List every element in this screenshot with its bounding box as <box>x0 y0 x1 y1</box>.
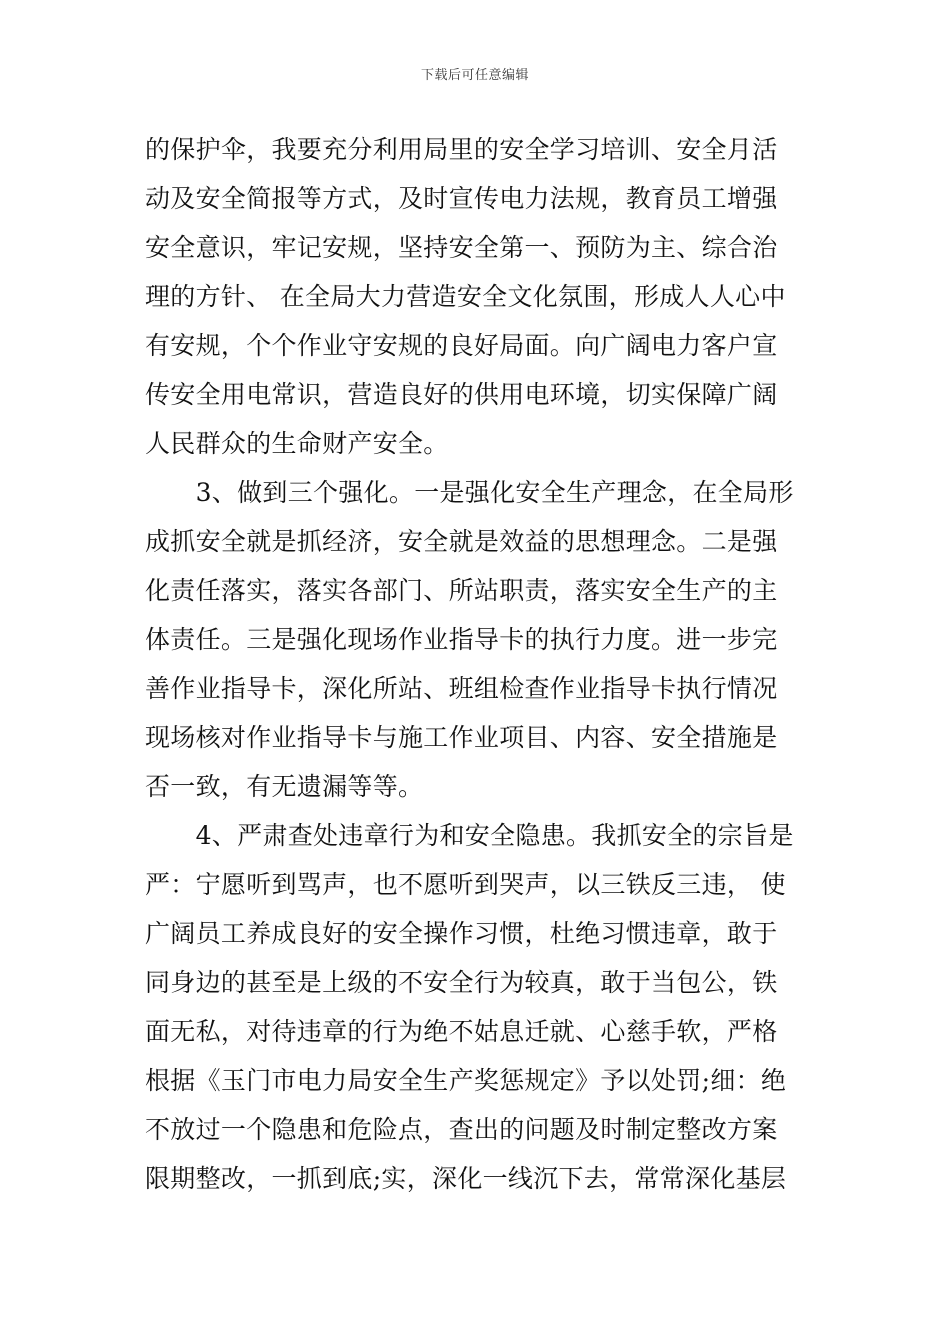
document-body <box>145 125 805 1203</box>
text-line: 理的方针、 在全局大力营造安全文化氛围，形成人人心中 <box>145 282 786 311</box>
text-line: 广阔员工养成良好的安全操作习惯，杜绝习惯违章，敢于 <box>145 919 778 948</box>
text-line: 同身边的甚至是上级的不安全行为较真，敢于当包公，铁 <box>145 968 778 997</box>
text-line: 根据《玉门市电力局安全生产奖惩规定》予以处罚;细：绝 <box>145 1066 787 1095</box>
paragraph-4-start: 4、严肃查处违章行为和安全隐患。我抓安全的宗旨是 <box>145 821 794 850</box>
text-line: 面无私，对待违章的行为绝不姑息迁就、心慈手软，严格 <box>145 1017 778 1046</box>
text-line: 传安全用电常识，营造良好的供用电环境，切实保障广阔 <box>145 380 778 409</box>
text-line: 化责任落实，落实各部门、所站职责，落实安全生产的主 <box>145 576 778 605</box>
text-line: 安全意识，牢记安规，坚持安全第一、预防为主、综合治 <box>145 233 778 262</box>
text-line: 动及安全简报等方式，及时宣传电力法规，教育员工增强 <box>145 184 778 213</box>
text-line: 现场核对作业指导卡与施工作业项目、内容、安全措施是 <box>145 723 778 752</box>
text-line: 人民群众的生命财产安全。 <box>145 429 449 458</box>
page-header: 下载后可任意编辑 <box>420 68 529 83</box>
text-line: 严：宁愿听到骂声，也不愿听到哭声，以三铁反三违， 使 <box>145 870 786 899</box>
text-line: 限期整改，一抓到底;实，深化一线沉下去，常常深化基层 <box>145 1164 787 1193</box>
text-line: 的保护伞，我要充分利用局里的安全学习培训、安全月活 <box>145 135 778 164</box>
text-line: 体责任。三是强化现场作业指导卡的执行力度。进一步完 <box>145 625 778 654</box>
text-line: 不放过一个隐患和危险点，查出的问题及时制定整改方案 <box>145 1115 778 1144</box>
text-line: 善作业指导卡，深化所站、班组检查作业指导卡执行情况 <box>145 674 778 703</box>
paragraph-3-start: 3、做到三个强化。一是强化安全生产理念，在全局形 <box>145 478 794 507</box>
text-line: 否一致，有无遗漏等等。 <box>145 772 424 801</box>
text-line: 有安规，个个作业守安规的良好局面。向广阔电力客户宣 <box>145 331 778 360</box>
text-line: 成抓安全就是抓经济，安全就是效益的思想理念。二是强 <box>145 527 778 556</box>
